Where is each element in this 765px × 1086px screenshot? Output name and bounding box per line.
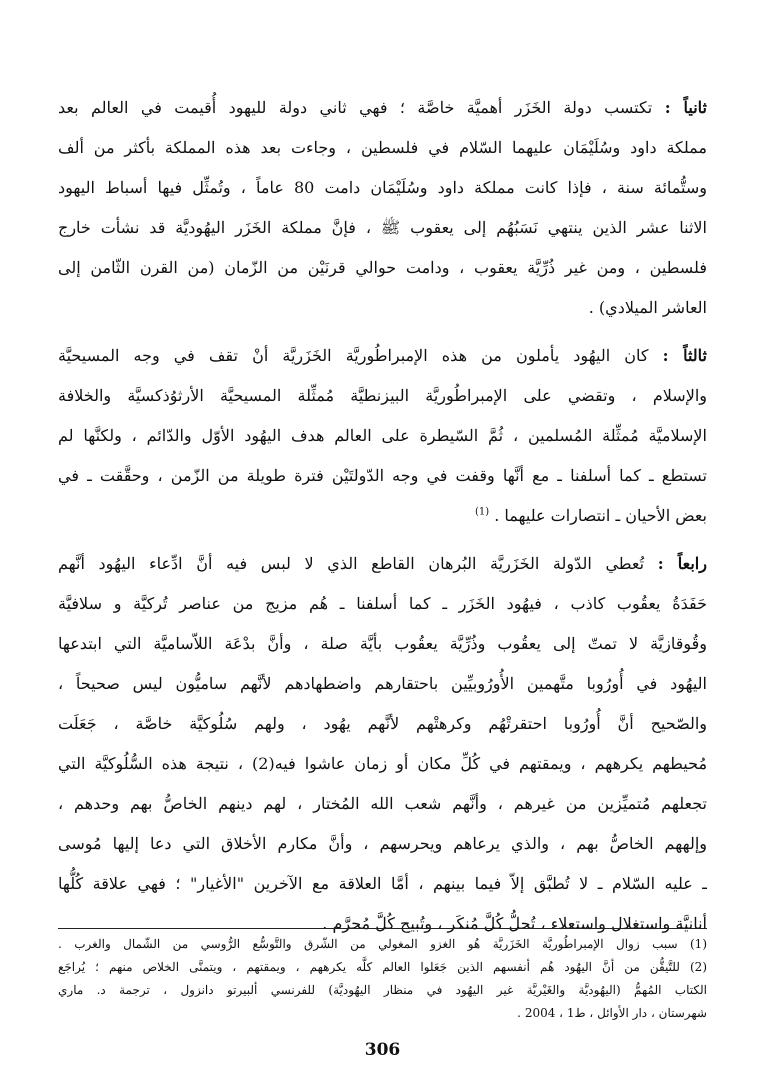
footnote: (1) سبب زوال الإمبراطُوريَّة الخَزَريَّة هُو الغزو المغولي من الشّرق والتَّوسُّع الرُّوسي من الشّمال والغرب . <box>58 937 707 951</box>
text-line-content: تُعطي الدّولة الخَزَريَّة البُرهان القاطع الذي لا لبس فيه أنَّ ادِّعاء اليهُود أنَّهم <box>58 554 645 573</box>
text-line: الإسلاميَّة مُمثِّلة المُسلمين ، ثُمَّ السّيطرة على العالم هدف اليهُود الأوّل والدّائم ، ولكنَّها لم <box>58 426 707 445</box>
text-line: أنانيَّة واستغلال واستعلاء ، تُحلُّ كُلَّ مُنكَر ، وتُبيح كُلَّ مُحرَّم . <box>322 914 707 933</box>
paragraph-lead: ثالثاً : <box>662 346 707 365</box>
text-line: العاشر الميلادي) . <box>588 298 707 317</box>
text-line-content: كان اليهُود يأملون من هذه الإمبراطُوريَّة الخَزَريَّة أنْ تقف في وجه المسيحيَّة <box>58 346 649 365</box>
paragraph-thirdly <box>58 336 707 536</box>
footnote: الكتاب المُهمُّ (اليهُوديَّة والغَيْريَّة غير اليهُود في منظار اليهُوديَّة) للفرنسي ألبيرتو دانزول ، ترجمة د. ماري <box>58 983 707 997</box>
paragraph-lead: رابعاً : <box>657 554 707 573</box>
text-line: الاثنا عشر الذين ينتهي نَسَبُهُم إلى يعقوب ﷺ ، فإنَّ مملكة الخَزَر اليهُوديَّة قد نشأت خارج <box>58 218 707 237</box>
text-line <box>58 88 707 128</box>
text-line <box>58 496 707 536</box>
text-line: وقُوقازيَّة لا تمتّ إلى يعقُوب وذُرِّيَّة يعقُوب بأيَّة صلة ، وأنَّ بدْعَة اللاّساميَّة التي ابتدعها <box>58 634 707 653</box>
text-line <box>58 336 707 376</box>
text-line <box>58 544 707 584</box>
text-line: تجعلهم مُتميِّزين من غيرهم ، وأنَّهم شعب الله المُختار ، لهم دينهم الخاصُّ بهم وحدهم ، <box>58 794 707 813</box>
text-line: تستطع ـ كما أسلفنا ـ مع أنَّها وقفت في وجه الدّولتَيْن فترة طويلة من الزّمن ، وحقَّقت ـ في <box>58 466 707 485</box>
text-line: والصّحيح أنَّ أُورُوبا احتقرتْهُم وكرهتْهم لأنَّهم يهُود ، ولهم سُلُوكيَّة خاصَّة ، جَعَلَت <box>58 714 707 733</box>
footnote-divider <box>58 928 707 929</box>
text-line: اليهُود في أُورُوبا متَّهمين الأُورُوبيِّين باحتقارهم واضطهادهم لأنَّهم ساميُّون ليس صحيحاً ، <box>58 674 707 693</box>
page-number: 306 <box>364 1040 401 1060</box>
text-line: حَفَدَةُ يعقُوب كاذب ، فيهُود الخَزَر ـ كما أسلفنا ـ هُم مزيج من عناصر تُركيَّة و سلافيَّة <box>58 594 707 613</box>
text-line: مُحيطهم يكرههم ، ويمقتهم في كُلِّ مكان أو زمان عاشوا فيه(2) ، نتيجة هذه السُّلُوكيَّة التي <box>58 754 707 773</box>
text-line-content: بعض الأحيان ـ انتصارات عليهما . <box>494 506 707 525</box>
paragraph-fourthly <box>58 544 707 944</box>
text-line: مملكة داود وسُلَيْمَان عليهما السّلام في فلسطين ، وجاءت بعد هذه المملكة بأكثر من ألف <box>58 138 707 157</box>
text-line-content: تكتسب دولة الخَزَر أهميَّة خاصَّة ؛ فهي ثاني دولة لليهود أُقيمت في العالم بعد <box>58 98 653 117</box>
paragraph-secondly <box>58 88 707 328</box>
footnotes <box>58 928 707 1025</box>
footnote: شهرستان ، دار الأوائل ، ط1 ، 2004 . <box>517 1006 707 1020</box>
text-line: فلسطين ، ومن غير ذُرِّيَّة يعقوب ، ودامت حوالي قرنَيْن من الزّمان (من القرن الثّامن إلى <box>58 258 707 277</box>
text-line: وإلههم الخاصُّ بهم ، والذي يرعاهم ويحرسهم ، وأنَّ مكارم الأخلاق التي دعا إليها مُوسى <box>58 834 707 853</box>
footnote-reference[interactable]: (1) <box>474 506 490 518</box>
text-line: وستُّمائة سنة ، فإذا كانت مملكة داود وسُلَيْمَان دامت 80 عاماً ، وتُمثِّل فيها أسباط اليهود <box>58 178 707 197</box>
main-text <box>58 88 707 952</box>
footnote: (2) للتَّيقُّن من أنَّ اليهُود هُم أنفسهم الذين جَعَلوا العالم كلَّه يكرههم ، ويمقتهم ، ويتمنَّى الخلاص منهم ؛ يُراجَع <box>58 960 707 974</box>
text-line: ـ عليه السّلام ـ لا تُطبَّق إلاّ فيما بينهم ، أمَّا العلاقة مع الآخرين "الأغيار" ؛ فهي علاقة كُلُّها <box>58 874 707 893</box>
paragraph-lead: ثانياً : <box>664 98 707 117</box>
text-line: والإسلام ، وتقضي على الإمبراطُوريَّة البيزنطيَّة مُمثِّلة المسيحيَّة الأرثوُذكسيَّة والخلافة <box>58 386 707 405</box>
